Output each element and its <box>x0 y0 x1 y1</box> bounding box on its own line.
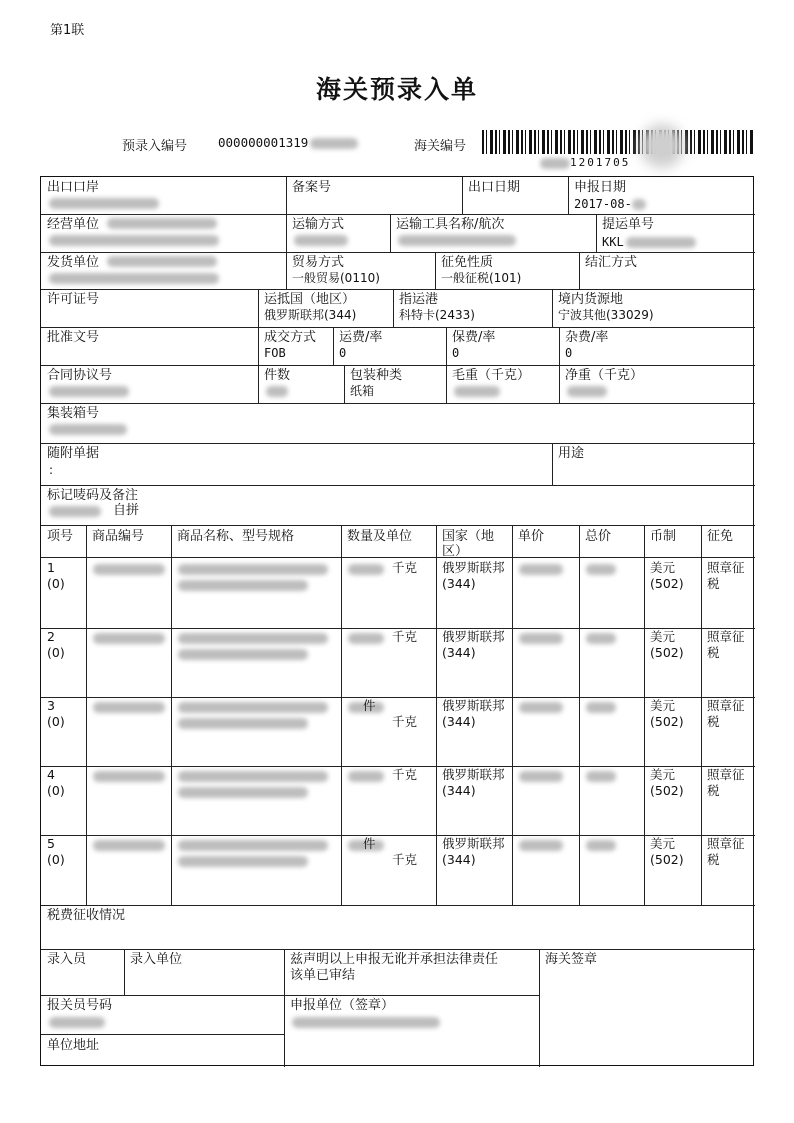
table-row-tax: 照章征税 <box>707 767 745 798</box>
container-label: 集装箱号 <box>47 406 100 421</box>
redacted-blur <box>586 702 616 713</box>
table-row-currency: 美元 (502) <box>650 698 684 729</box>
redacted-blur <box>266 386 288 397</box>
printed-text: 该单已审结 <box>290 968 356 983</box>
page-title: 海关预录入单 <box>315 75 478 104</box>
redacted-blur <box>49 235 219 246</box>
redacted-blur <box>93 771 165 782</box>
docs-label: 随附单据 <box>47 446 100 461</box>
shipper-label: 发货单位 <box>47 255 100 270</box>
redacted-blur <box>348 564 384 575</box>
unit-address-label: 单位地址 <box>47 1038 100 1053</box>
operator-label: 经营单位 <box>47 217 100 232</box>
redacted-blur <box>519 633 563 644</box>
redacted-blur <box>178 633 328 644</box>
contract-label: 合同协议号 <box>47 368 113 383</box>
table-row-tax: 照章征税 <box>707 629 745 660</box>
table-row-unit: 千克 <box>392 767 418 782</box>
redacted-blur <box>178 580 308 591</box>
col-tax: 征免 <box>707 529 734 544</box>
barcode <box>482 130 754 154</box>
declare-unit-label: 申报单位（签章） <box>290 998 395 1013</box>
redacted-blur <box>292 1017 440 1028</box>
table-row-tax: 照章征税 <box>707 698 745 729</box>
redacted-blur <box>178 771 328 782</box>
export-date-label: 出口日期 <box>468 180 521 195</box>
redacted-blur <box>49 198 159 209</box>
table-row-item-no: 4 (0) <box>47 767 65 798</box>
table-row-item-no: 3 (0) <box>47 698 65 729</box>
bill-no-label: 提运单号 <box>602 217 655 232</box>
redacted-blur <box>49 273 219 284</box>
record-no-label: 备案号 <box>292 180 332 195</box>
table-row-currency: 美元 (502) <box>650 560 684 591</box>
entry-unit-label: 录入单位 <box>130 952 183 967</box>
table-row-country: 俄罗斯联邦 (344) <box>442 629 505 660</box>
prerecord-no-label: 预录入编号 <box>122 139 188 154</box>
table-row-unit: 件 <box>363 836 376 851</box>
redacted-blur <box>519 771 563 782</box>
table-row-currency: 美元 (502) <box>650 836 684 867</box>
table-row-country: 俄罗斯联邦 (344) <box>442 560 505 591</box>
dest-port-label: 指运港 <box>399 292 439 307</box>
table-row-unit: 千克 <box>392 560 418 575</box>
col-unit-price: 单价 <box>518 529 545 544</box>
trade-mode-value: 一般贸易(0110) <box>292 271 380 285</box>
redacted-blur <box>107 256 217 267</box>
dest-country-value: 俄罗斯联邦(344) <box>264 308 357 322</box>
col-country: 国家（地区） <box>442 529 495 559</box>
redacted-blur <box>93 633 165 644</box>
col-currency: 币制 <box>650 529 677 544</box>
table-row-item-no: 5 (0) <box>47 836 65 867</box>
trade-mode-label: 贸易方式 <box>292 255 345 270</box>
freight-label: 运费/率 <box>339 330 383 345</box>
tax-nature-value: 一般征税(101) <box>441 271 522 285</box>
redacted-blur <box>93 702 165 713</box>
bill-no-value: KKL <box>602 235 696 249</box>
redacted-blur <box>49 506 101 517</box>
package-label: 包装种类 <box>350 368 403 383</box>
redacted-blur <box>178 840 328 851</box>
redacted-blur <box>586 564 616 575</box>
table-row-currency: 美元 (502) <box>650 767 684 798</box>
table-row-unit: 千克 <box>392 629 418 644</box>
col-total-price: 总价 <box>585 529 612 544</box>
redacted-blur <box>93 564 165 575</box>
redacted-blur <box>519 702 563 713</box>
pieces-label: 件数 <box>264 368 291 383</box>
origin-value: 宁波其他(33029) <box>558 308 654 322</box>
redacted-blur <box>398 235 516 246</box>
settlement-label: 结汇方式 <box>585 255 638 270</box>
redacted-blur <box>586 633 616 644</box>
customs-stamp-label: 海关签章 <box>545 952 598 967</box>
redacted-blur <box>348 633 384 644</box>
redacted-blur <box>178 564 328 575</box>
gross-weight-label: 毛重（千克） <box>452 368 531 383</box>
redacted-blur <box>178 702 328 713</box>
misc-fee-label: 杂费/率 <box>565 330 609 345</box>
redacted-blur <box>49 1017 105 1028</box>
table-row-item-no: 2 (0) <box>47 629 65 660</box>
redacted-blur <box>567 386 607 397</box>
license-label: 许可证号 <box>47 292 100 307</box>
declare-date-label: 申报日期 <box>574 180 627 195</box>
dest-port-value: 科特卡(2433) <box>399 308 475 322</box>
redacted-blur <box>586 771 616 782</box>
redacted-blur <box>640 124 684 168</box>
col-quantity: 数量及单位 <box>347 529 413 544</box>
redacted-blur <box>519 840 563 851</box>
insurance-label: 保费/率 <box>452 330 496 345</box>
redacted-blur <box>348 771 384 782</box>
table-row-country: 俄罗斯联邦 (344) <box>442 698 505 729</box>
marks-value: 自拼 <box>113 503 140 518</box>
barcode-number: 1201705 <box>540 156 630 169</box>
redacted-blur <box>178 649 308 660</box>
declaration-form <box>40 176 754 1066</box>
redacted-blur <box>178 787 308 798</box>
copy-label: 第1联 <box>50 23 85 38</box>
redacted-blur <box>294 235 348 246</box>
marks-label: 标记唛码及备注 <box>47 488 139 503</box>
table-row-item-no: 1 (0) <box>47 560 65 591</box>
declare-date-value: 2017-08- <box>574 197 646 211</box>
col-goods-code: 商品编号 <box>92 529 145 544</box>
net-weight-label: 净重（千克） <box>565 368 644 383</box>
tax-status-label: 税费征收情况 <box>47 908 126 923</box>
table-row-unit2: 千克 <box>392 852 418 867</box>
deal-mode-label: 成交方式 <box>264 330 317 345</box>
table-row-country: 俄罗斯联邦 (344) <box>442 767 505 798</box>
dest-country-label: 运抵国（地区） <box>264 292 356 307</box>
table-row-unit2: 千克 <box>392 714 418 729</box>
table-row-unit: 件 <box>363 698 376 713</box>
freight-value: 0 <box>339 346 347 360</box>
col-item-no: 项号 <box>47 529 74 544</box>
transport-name-label: 运输工具名称/航次 <box>396 217 505 232</box>
prerecord-no-value: 000000001319 <box>218 135 358 150</box>
redacted-blur <box>49 386 129 397</box>
insurance-value: 0 <box>452 346 460 360</box>
redacted-blur <box>107 218 217 229</box>
col-goods-name: 商品名称、型号规格 <box>177 529 295 544</box>
declaration-text: 兹声明以上申报无讹并承担法律责任 <box>290 952 499 967</box>
usage-label: 用途 <box>558 446 585 461</box>
approval-label: 批准文号 <box>47 330 100 345</box>
transport-mode-label: 运输方式 <box>292 217 345 232</box>
redacted-blur <box>93 840 165 851</box>
table-row-country: 俄罗斯联邦 (344) <box>442 836 505 867</box>
declarant-no-label: 报关员号码 <box>47 998 113 1013</box>
deal-mode-value: FOB <box>264 346 286 360</box>
redacted-blur <box>454 386 500 397</box>
redacted-blur <box>178 856 308 867</box>
table-row-currency: 美元 (502) <box>650 629 684 660</box>
table-row-tax: 照章征税 <box>707 836 745 867</box>
docs-value: : <box>49 463 54 477</box>
redacted-blur <box>586 840 616 851</box>
entry-clerk-label: 录入员 <box>47 952 87 967</box>
package-value: 纸箱 <box>350 384 375 398</box>
table-row-tax: 照章征税 <box>707 560 745 591</box>
origin-label: 境内货源地 <box>558 292 624 307</box>
tax-nature-label: 征免性质 <box>441 255 494 270</box>
redacted-blur <box>519 564 563 575</box>
redacted-blur <box>49 424 127 435</box>
redacted-blur <box>178 718 308 729</box>
misc-fee-value: 0 <box>565 346 573 360</box>
customs-no-label: 海关编号 <box>414 139 467 154</box>
export-port-label: 出口口岸 <box>47 180 100 195</box>
